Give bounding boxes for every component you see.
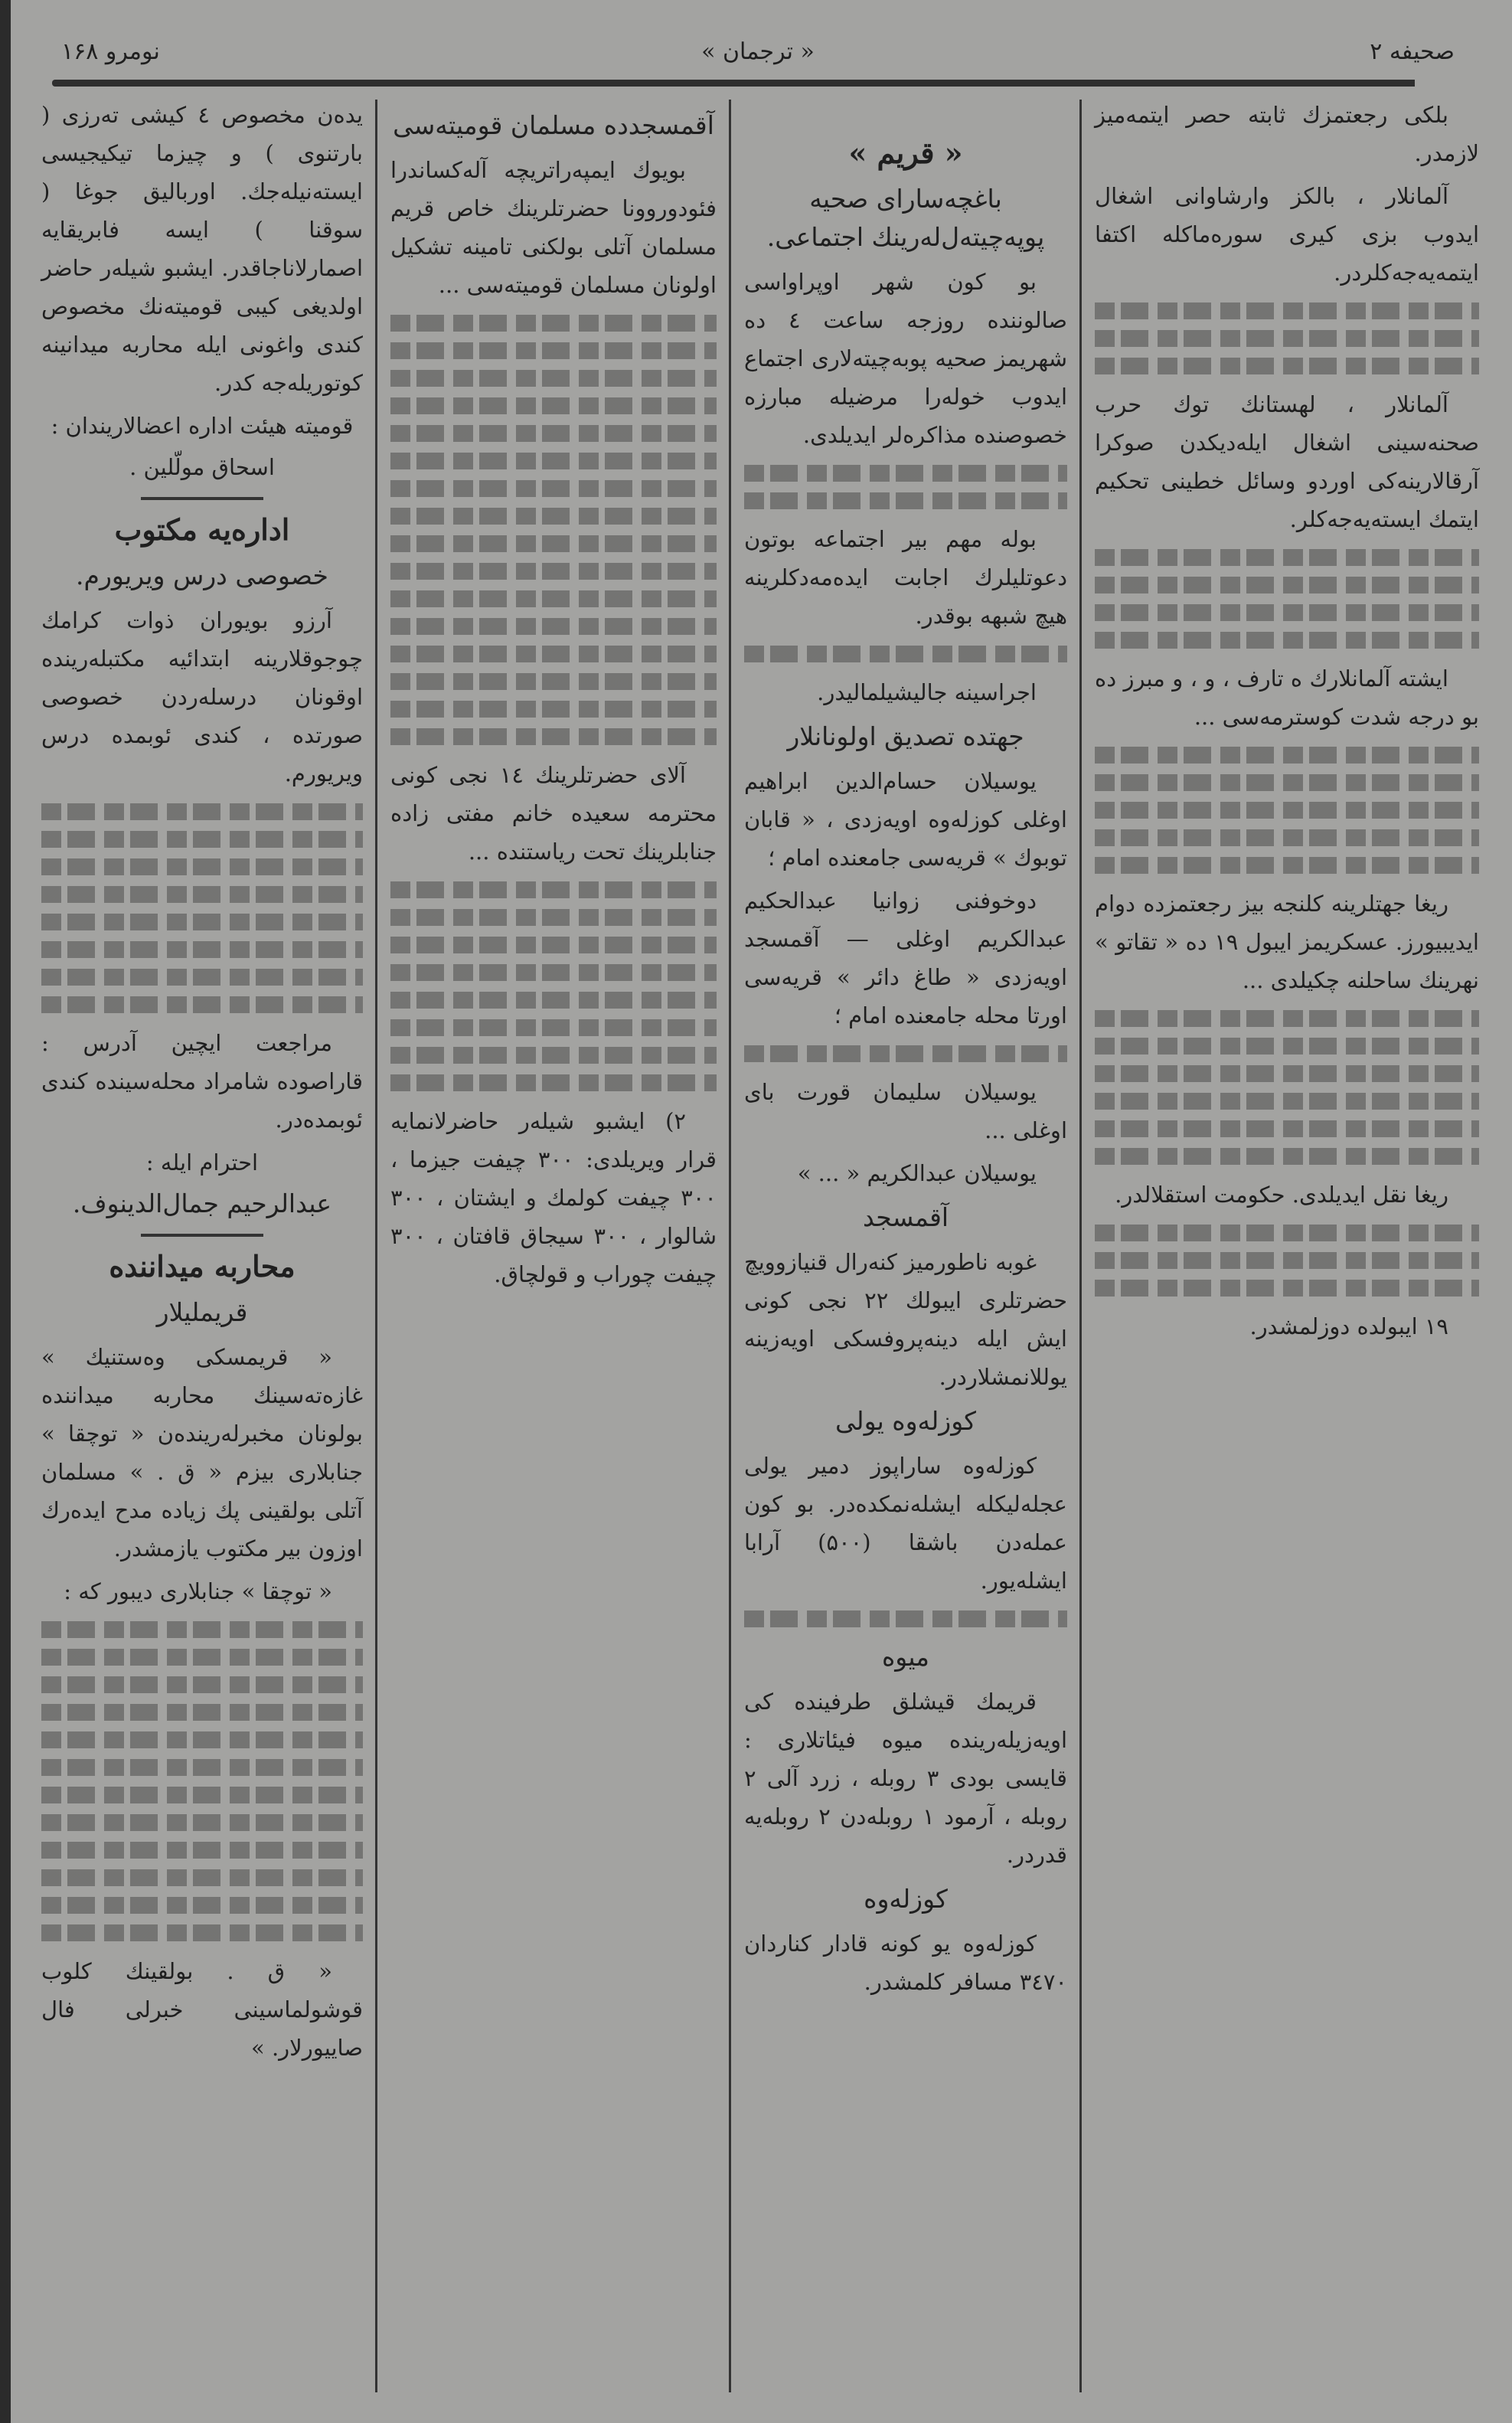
signature-name: اسحاق مولّلین . (129, 454, 275, 480)
section-title-kezlev: کوزله‌وه (864, 1884, 948, 1914)
illegible-text (390, 1074, 717, 1091)
illegible-text (744, 1610, 1067, 1627)
column-2 (733, 96, 1078, 2392)
paragraph: بویوك ایمپه‌راتریچه آله‌کساندرا فئودوروونا حضرتلرینك خاص قریم مسلمان آتلی بولکنی تامینه تشکیل اولونان مسلمان قومیته‌سی ... (390, 157, 717, 298)
illegible-text (744, 646, 1067, 662)
war-section-subtitle: قریملیلار (156, 1297, 248, 1327)
illegible-text (390, 563, 717, 580)
newspaper-title: « ترجمان » (701, 38, 815, 65)
illegible-text (1095, 802, 1479, 819)
section-title-fruit: میوه (882, 1642, 929, 1672)
illegible-text (41, 886, 363, 903)
letter-closing: احترام ایله : (145, 1149, 259, 1176)
paragraph: ۱۹ ایبولده دوزلمشدر. (1249, 1313, 1448, 1339)
separator (141, 497, 263, 500)
paragraph: غوبه ناطورمیز کنه‌رال قنیازوویچ حضرتلری ایبولك ۲۲ نجی کونی ایش ایله دینه‌پروفسکی اویه‌زینه یوللانمشلاردر. (744, 1249, 1067, 1390)
letter-subtitle: خصوصی درس ویریورم. (76, 561, 328, 590)
paragraph: آرزو بویوران ذوات کرامك چوجوقلارینه ابتدائیه مکتبله‌رینده اوقونان درسله‌ردن خصوصی صورتده ، کندی ئوبمده درس ویریورم. (41, 607, 363, 786)
illegible-text (1095, 330, 1479, 347)
illegible-text (390, 342, 717, 359)
paragraph: یده‌ن مخصوص ٤ کیشی تەرزی ( بارتنوی ) و چیزما تیکیجیسی ایسته‌نیله‌جك. اوربالیق جوغا ( سوقنا ) ایسه فابریقایه اصمارلاناجاقدر. ایشبو شیله‌ر حاضر اولدیغی کیبی قومیته‌نك مخصوص کندی واغونی ایله محاربه میدانینه کوتوریله‌جه کدر. (41, 102, 363, 396)
scan-edge (0, 0, 11, 2423)
illegible-text (1095, 302, 1479, 319)
illegible-text (390, 590, 717, 607)
illegible-text (390, 937, 717, 953)
illegible-text (1095, 774, 1479, 791)
illegible-text (1095, 358, 1479, 374)
illegible-text (390, 673, 717, 690)
paragraph: قریمك قیشلق طرفینده کی اویه‌زیله‌رینده میوه فیئاتلاری : قایسی بودی ۳ روبله ، زرد آلی ۲ روبله ، آرمود ۱ روبله‌دن ۲ روبله‌یه قدردر. (744, 1689, 1067, 1868)
paragraph: بلکی رجعتمزك ثابته حصر ایتمه‌میز لازمدر. (1095, 102, 1479, 166)
masthead-rule (52, 80, 1415, 87)
paragraph: آلمانلار ، بالکز وارشاوانی اشغال ایدوب بزی کیری سوره‌ماکله اکتفا ایتمه‌یه‌جه‌کلردر. (1095, 183, 1479, 286)
letter-author: عبدالرحیم جمال‌الدینوف. (72, 1189, 332, 1218)
illegible-text (390, 701, 717, 718)
column-3 (380, 96, 727, 2392)
illegible-text (41, 941, 363, 958)
illegible-text (390, 728, 717, 745)
illegible-text (390, 1019, 717, 1036)
paragraph: بو کون شهر اوپراواسی صالوننده روزجه ساعت ٤ ده شهریمز صحیه پوبه‌چیته‌لاری اجتماع ایدوب خوله‌را مرضیله مبارزه خصوصنده مذاکره‌لر ایدیلدی. (744, 269, 1068, 448)
illegible-text (390, 646, 717, 662)
illegible-text (1095, 1280, 1479, 1297)
headline: باغچه‌سارای صحیه پوپه‌چیته‌ل‌له‌رینك اجتماعی. (766, 184, 1045, 252)
column-divider (1079, 100, 1082, 2392)
paragraph: یوسیلان سلیمان قورت بای اوغلی ... (744, 1079, 1067, 1143)
illegible-text (1095, 829, 1479, 846)
paragraph: ۲) ایشبو شیله‌ر حاضرلانمایه قرار ویریلدی: ۳۰۰ چیفت جیزما ، ۳۰۰ چیفت کولمك و ایشتان ، ۳۰۰ شالوار ، ۳۰۰ سیجاق قافتان ، ۳۰۰ چیفت چوراب و قولچاق. (390, 1108, 717, 1287)
illegible-text (390, 370, 717, 387)
illegible-text (41, 858, 363, 875)
illegible-text (744, 465, 1067, 482)
illegible-text (41, 1924, 363, 1941)
paragraph: ریغا نقل ایدیلدی. حکومت استقلالدر. (1115, 1182, 1448, 1208)
signature-label: قومیته هیئت اداره اعضالاریندان : (51, 413, 354, 439)
illegible-text (390, 397, 717, 414)
illegible-text (41, 1649, 363, 1666)
column-4 (31, 96, 374, 2392)
illegible-text (1095, 1252, 1479, 1269)
illegible-text (390, 425, 717, 442)
letter-title: اداره‌یه مکتوب (114, 512, 290, 547)
illegible-text (1095, 1010, 1479, 1027)
paragraph: دوخوفنی زوانیا عبدالحکیم عبدالکریم اوغلی — آقمسجد اویه‌زدی « طاغ دائر » قریه‌سی اورتا محله جامعنده امام ؛ (744, 888, 1067, 1028)
headline: آقمسجدده مسلمان قومیته‌سی (393, 110, 714, 140)
section-title-kezlev-road: کوزله‌وه یولی (835, 1406, 976, 1436)
illegible-text (41, 969, 363, 986)
illegible-text (1095, 1038, 1479, 1055)
illegible-text (41, 803, 363, 820)
paragraph: ایشته آلمانلارك ه تارف ، و ، و مبرز ده بو درجه شدت کوسترمه‌سی ... (1095, 665, 1479, 730)
paragraph: « ق . بولقینك کلوب قوشولماسینی خبرلی فال صاییورلار. » (41, 1958, 363, 2061)
illegible-text (1095, 1065, 1479, 1082)
paragraph: کوزله‌وه یو کونه قادار کناردان ۳٤۷۰ مسافر کلمشدر. (744, 1931, 1067, 1995)
paragraph: مراجعت ایچین آدرس : قاراصوده شامراد محله‌سینده کندی ئوبمده‌در. (41, 1030, 363, 1133)
illegible-text (1095, 604, 1479, 621)
illegible-text (390, 1047, 717, 1064)
illegible-text (744, 492, 1067, 509)
illegible-text (1095, 1225, 1479, 1241)
masthead (46, 31, 1470, 77)
paragraph: اجراسینه جالیشیلمالیدر. (817, 679, 1037, 705)
illegible-text (41, 1842, 363, 1859)
illegible-text (41, 1759, 363, 1776)
paragraph: یوسیلان عبدالکریم « ... » (797, 1160, 1037, 1186)
illegible-text (41, 1897, 363, 1914)
illegible-text (1095, 747, 1479, 764)
section-title-akmescit: آقمسجد (862, 1202, 949, 1232)
paragraph: بوله مهم بیر اجتماعه بوتون دعوتلیلرك اجابت ایده‌مه‌دکلرینه هیچ شبهه بوقدر. (744, 526, 1067, 629)
subsection-title: جهتده تصدیق اولونانلار (787, 721, 1024, 751)
illegible-text (390, 909, 717, 926)
paragraph: کوزله‌وه ساراپوز دمیر یولی عجله‌لیکله ایشله‌نمکده‌در. بو کون عمله‌دن باشقا (۵۰۰) آرابا ایشله‌یور. (744, 1453, 1067, 1594)
paragraph: آلمانلار ، لهستانك توك حرب صحنه‌سینی اشغال ایله‌دیکدن صوکرا آرقالارینه‌کی اوردو وسائل خطینی تحکیم ایتمك ایسته‌یه‌جه‌کلر. (1095, 391, 1479, 532)
illegible-text (41, 1704, 363, 1721)
paragraph: « توچقا » جنابلاری دیبور که : (64, 1578, 332, 1604)
illegible-text (41, 1787, 363, 1803)
column-divider (375, 100, 377, 2392)
column-divider (729, 100, 731, 2392)
paragraph: یوسیلان حسام‌الدین ابراهیم اوغلی کوزله‌وه اویه‌زدی ، « قابان توبوك » قریه‌سی جامعنده امام ؛ (744, 768, 1067, 871)
illegible-text (390, 315, 717, 332)
illegible-text (1095, 577, 1479, 593)
illegible-text (41, 996, 363, 1013)
page-number: صحیفه ۲ (1370, 38, 1455, 65)
illegible-text (1095, 549, 1479, 566)
illegible-text (1095, 632, 1479, 649)
illegible-text (390, 964, 717, 981)
illegible-text (744, 1045, 1067, 1062)
paragraph: « قریمسکی وه‌ستنیك » غازه‌ته‌سینك محاربه میداننده بولونان مخبرله‌ریندەن « توچقا » جنابلاری بیزم « ق . » مسلمان آتلی بولقینی پك زیاده مدح ایده‌رك اوزون بیر مکتوب یازمشدر. (41, 1344, 363, 1561)
illegible-text (390, 508, 717, 525)
separator (141, 1234, 263, 1237)
illegible-text (41, 914, 363, 930)
illegible-text (41, 831, 363, 848)
illegible-text (390, 535, 717, 552)
illegible-text (41, 1676, 363, 1693)
section-title-crimea: « قریم » (848, 136, 963, 170)
column-1 (1084, 96, 1490, 2392)
paragraph: ریغا جهتلرینه کلنجه بیز رجعتمزده دوام ایدیبیورز. عسکریمز ایبول ۱۹ ده « تقاتو » نهرینك ساحلنه چکیلدی ... (1095, 891, 1479, 993)
illegible-text (41, 1869, 363, 1886)
illegible-text (1095, 1120, 1479, 1137)
war-section-title: محاربه میداننده (109, 1249, 296, 1283)
illegible-text (41, 1731, 363, 1748)
issue-number: نومرو ۱۶۸ (61, 38, 160, 65)
illegible-text (390, 480, 717, 497)
illegible-text (1095, 1093, 1479, 1110)
illegible-text (390, 992, 717, 1009)
illegible-text (41, 1621, 363, 1638)
paragraph: آلای حضرتلرینك ۱٤ نجی کونی محترمه سعیده خانم مفتی زاده جنابلرینك تحت ریاستنده ... (390, 762, 717, 865)
illegible-text (390, 453, 717, 469)
illegible-text (41, 1814, 363, 1831)
illegible-text (390, 881, 717, 898)
illegible-text (1095, 857, 1479, 874)
illegible-text (1095, 1148, 1479, 1165)
illegible-text (390, 618, 717, 635)
